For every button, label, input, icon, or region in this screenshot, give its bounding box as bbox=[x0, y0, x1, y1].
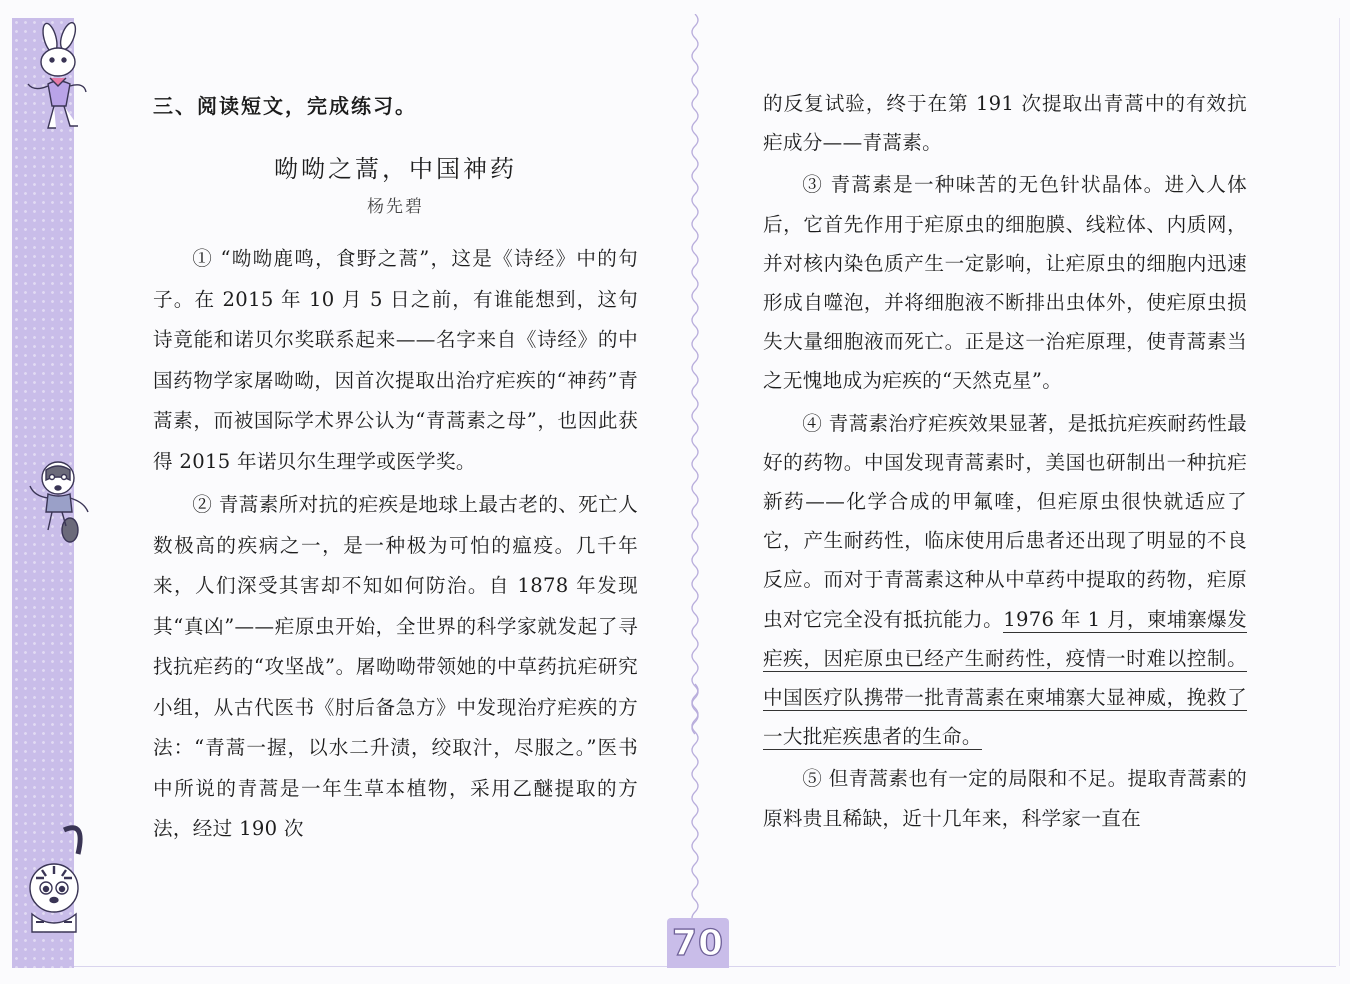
raccoon-mascot-icon bbox=[14, 452, 94, 546]
paragraph-1: ① “呦呦鹿鸣，食野之蒿”，这是《诗经》中的句子。在 2015 年 10 月 5 日之前，有谁能想到，这句诗竟能和诺贝尔奖联系起来——名字来自《诗经》的中国药物学家屠呦呦，因首次提取出治疗疟疾的“神药”青蒿素，而被国际学术界公认为“青蒿素之母”，也因此获得 2015 年诺贝尔生理学或医学奖。 bbox=[153, 247, 638, 473]
article-author: 杨先碧 bbox=[367, 197, 424, 217]
paragraph-2: ② 青蒿素所对抗的疟疾是地球上最古老的、死亡人数极高的疾病之一，是一种极为可怕的瘟疫。几千年来，人们深受其害却不知如何防治。自 1878 年发现其“真凶”——疟原虫开始，全世界的科学家就发起了寻找抗疟药的“攻坚战”。屠呦呦带领她的中草药抗疟研究小组，从古代医书《肘后备急方》中发现治疗疟疾的方法：“青蒿一握，以水二升渍，绞取汁，尽服之。”医书中所说的青蒿是一年生草本植物，采用乙醚提取的方法，经过 190 次 bbox=[153, 493, 638, 840]
right-column bbox=[763, 84, 1247, 838]
paragraph-5: ⑤ 但青蒿素也有一定的局限和不足。提取青蒿素的原料贵且稀缺，近十几年来，科学家一直在 bbox=[763, 767, 1247, 830]
paragraph-2-continued: 的反复试验，终于在第 191 次提取出青蒿中的有效抗疟成分——青蒿素。 bbox=[763, 92, 1247, 155]
underlined-passage: 1976 年 1 月，柬埔寨爆发疟疾，因疟原虫已经产生耐药性，疫情一时难以控制。中国医疗队携带一批青蒿素在柬埔寨大显神威，挽救了一大批疟疾患者的生命。 bbox=[763, 607, 1247, 749]
page-edge bbox=[1339, 18, 1340, 966]
paragraph-3: ③ 青蒿素是一种味苦的无色针状晶体。进入人体后，它首先作用于疟原虫的细胞膜、线粒体、内质网，并对核内染色质产生一定影响，让疟原虫的细胞内迅速形成自噬泡，并将细胞液不断排出虫体外，使疟原虫损失大量细胞液而死亡。正是这一治疟原理，使青蒿素当之无愧地成为疟疾的“天然克星”。 bbox=[763, 173, 1247, 393]
paragraph-4-text: ④ 青蒿素治疗疟疾效果显著，是抵抗疟疾耐药性最好的药物。中国发现青蒿素时，美国也研制出一种抗疟新药——化学合成的甲氟喹，但疟原虫很快就适应了它，产生耐药性，临床使用后患者还出现了明显的不良反应。而对于青蒿素这种从中草药中提取的药物，疟原虫对它完全没有抵抗能力。 bbox=[763, 411, 1247, 631]
paragraph-4 bbox=[763, 404, 1247, 757]
page-divider bbox=[683, 14, 707, 924]
page-number: 70 bbox=[667, 918, 729, 968]
article-title: 呦呦之蒿，中国神药 bbox=[274, 155, 517, 183]
tiger-mascot-icon bbox=[14, 822, 94, 942]
left-column bbox=[153, 90, 638, 850]
section-title: 三、阅读短文，完成练习。 bbox=[153, 94, 417, 118]
rabbit-mascot-icon bbox=[14, 22, 96, 138]
